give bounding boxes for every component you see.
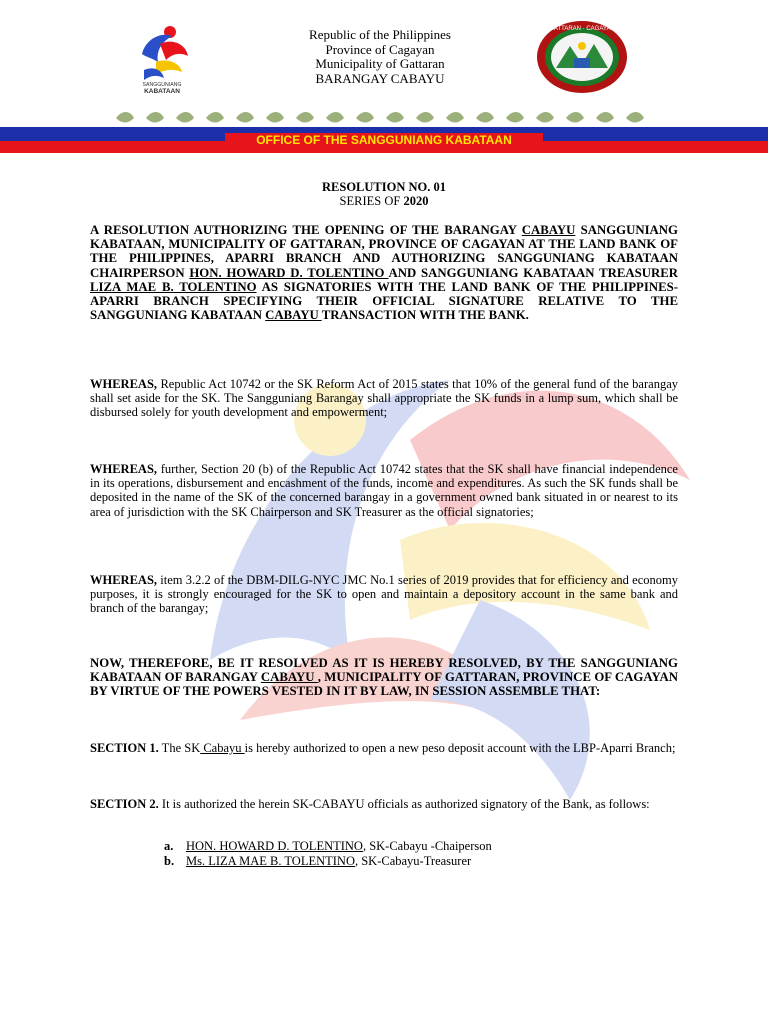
- letterhead: [230, 28, 530, 86]
- whereas-label: WHEREAS,: [90, 573, 158, 587]
- resolved-barangay: CABAYU: [260, 670, 318, 685]
- signatory-role: , SK-Cabayu-Treasurer: [354, 854, 472, 868]
- section-text: It is authorized the herein SK-CABAYU officials as authorized signatory of the Bank, as follows:: [158, 797, 650, 811]
- letterhead-country: Republic of the Philippines: [309, 27, 451, 42]
- signatory-name: HON. HOWARD D. TOLENTINO: [186, 839, 363, 853]
- whereas-text: item 3.2.2 of the DBM-DILG-NYC JMC No.1 series of 2019 provides that for efficiency and economy purposes, it is strongly encouraged for the SK to open and maintain a depository account in the same bank and branch of the barangay;: [90, 573, 678, 616]
- title-text: AS SIGNATORIES WITH THE LAND BANK OF THE PHILIPPINES-APARRI BRANCH SPECIFYING THEIR OFFICIAL SIGNATURE RELATIVE TO THE SANGGUNIANG KABATAAN: [90, 279, 678, 323]
- resolution-title: [90, 223, 678, 322]
- letterhead-province: Province of Cagayan: [325, 41, 435, 57]
- series-label: SERIES OF: [339, 194, 404, 208]
- section-label: SECTION 2.: [90, 797, 159, 811]
- whereas-clause-1: [90, 377, 678, 420]
- decorative-leaf-border: [110, 108, 658, 126]
- whereas-label: WHEREAS,: [90, 377, 158, 391]
- whereas-label: WHEREAS,: [90, 462, 158, 476]
- section-text: The SK: [158, 741, 201, 755]
- resolution-series: [0, 194, 768, 209]
- resolved-text: NOW, THEREFORE, BE IT RESOLVED AS IT IS HEREBY RESOLVED, BY THE SANGGUNIANG KABATAAN OF BARANGAY: [90, 656, 678, 685]
- signatory-role: , SK-Cabayu -Chaiperson: [362, 839, 492, 853]
- sangguniang-kabataan-logo: [132, 24, 192, 94]
- title-text: AND SANGGUNIANG KABATAAN TREASURER: [388, 265, 679, 280]
- resolved-clause: [90, 656, 678, 699]
- whereas-text: Republic Act 10742 or the SK Reform Act of 2015 states that 10% of the general fund of the barangay shall set aside for the SK. The Sangguniang Barangay shall appropriate the SK funds in a lump sum, which shall be disbursed solely for youth development and empowerment;: [90, 377, 678, 420]
- section-2: [90, 797, 678, 811]
- letterhead-barangay: BARANGAY CABAYU: [315, 70, 445, 86]
- svg-text:GATTARAN · CAGAYAN: GATTARAN · CAGAYAN: [549, 26, 615, 32]
- signatory-item: [164, 839, 492, 853]
- section-text: is hereby authorized to open a new peso deposit account with the LBP-Aparri Branch;: [244, 741, 676, 755]
- whereas-text: further, Section 20 (b) of the Republic Act 10742 states that the SK shall have financial independence in its operations, disbursement and encashment of the funds, income and expenditures. As such the SK funds shall be deposited in the name of the SK of the concerned barangay in a government owned bank situated in or nearest to its area of jurisdiction with the SK Chairperson and SK Treasurer as the official signatories;: [90, 462, 678, 519]
- whereas-clause-2: [90, 462, 678, 519]
- resolved-text: , MUNICIPALITY OF GATTARAN, PROVINCE OF CAGAYAN BY VIRTUE OF THE POWERS VESTED IN IT BY LAW, IN SESSION ASSEMBLE THAT:: [90, 670, 678, 699]
- title-barangay: CABAYU: [265, 308, 322, 323]
- title-chairperson: HON. HOWARD D. TOLENTINO: [189, 265, 389, 280]
- signatory-name: Ms. LIZA MAE B. TOLENTINO: [186, 854, 355, 868]
- title-text: A RESOLUTION AUTHORIZING THE OPENING OF THE BARANGAY: [90, 223, 522, 237]
- whereas-clause-3: [90, 573, 678, 616]
- gattaran-municipal-seal: [536, 20, 628, 94]
- letterhead-municipality: Municipality of Gattaran: [315, 56, 445, 71]
- signatory-item: [164, 854, 471, 868]
- title-text: TRANSACTION WITH THE BANK.: [321, 308, 529, 323]
- title-barangay: CABAYU: [521, 223, 576, 237]
- svg-text:SANGGUNIANG: SANGGUNIANG: [142, 82, 182, 88]
- section-barangay: Cabayu: [200, 741, 245, 755]
- resolution-number: RESOLUTION NO. 01: [322, 180, 446, 194]
- svg-text:KABATAAN: KABATAAN: [144, 88, 180, 94]
- signatory-letter: a.: [164, 839, 174, 853]
- signatory-letter: b.: [164, 854, 175, 868]
- section-1: [90, 741, 678, 755]
- section-label: SECTION 1.: [90, 741, 159, 755]
- series-year: 2020: [403, 194, 429, 208]
- title-text: SANGGUNIANG KABATAAN, MUNICIPALITY OF GATTARAN, PROVINCE OF CAGAYAN AT THE LAND BANK OF THE PHILIPPINES, APARRI BRANCH AND AUTHORIZING SANGGUNIANG KABATAAN CHAIRPERSON: [90, 223, 678, 280]
- office-title: OFFICE OF THE SANGGUNIANG KABATAAN: [256, 133, 512, 147]
- title-treasurer: LIZA MAE B. TOLENTINO: [90, 279, 257, 294]
